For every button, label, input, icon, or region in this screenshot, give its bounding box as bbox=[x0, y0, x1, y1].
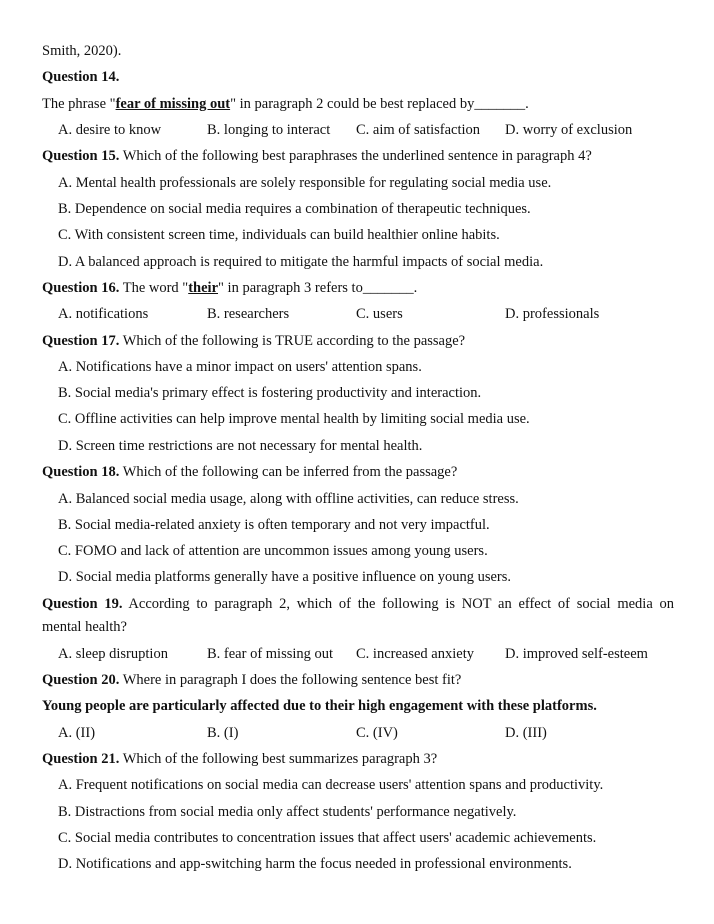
q18-option-d: D. Social media platforms generally have a positive influence on young users. bbox=[58, 569, 511, 585]
q21-option-d: D. Notifications and app-switching harm the focus needed in professional environments. bbox=[58, 856, 572, 872]
q14-option-d: D. worry of exclusion bbox=[505, 122, 633, 138]
q14-stem bbox=[42, 95, 674, 113]
q20-option-c: C. (IV) bbox=[356, 725, 398, 741]
q15-option-d: D. A balanced approach is required to mitigate the harmful impacts of social media. bbox=[58, 254, 544, 270]
q20-option-b: B. (I) bbox=[207, 725, 239, 741]
q15-option-b: B. Dependence on social media requires a combination of therapeutic techniques. bbox=[58, 201, 531, 217]
q14-stem-post: " in paragraph 2 could be best replaced by_______. bbox=[230, 96, 529, 112]
q21-title: Question 21. bbox=[42, 751, 120, 767]
q17-title: Question 17. bbox=[42, 333, 120, 349]
q20-option-d: D. (III) bbox=[505, 725, 547, 741]
q16-option-d: D. professionals bbox=[505, 306, 600, 322]
q19-option-b: B. fear of missing out bbox=[207, 646, 334, 662]
q15-text: Which of the following best paraphrases the underlined sentence in paragraph 4? bbox=[119, 148, 592, 164]
q17-option-d: D. Screen time restrictions are not necessary for mental health. bbox=[58, 438, 423, 454]
q14-option-b: B. longing to interact bbox=[207, 122, 331, 138]
q18-stem bbox=[42, 463, 674, 481]
q15-title: Question 15. bbox=[42, 148, 120, 164]
q14-stem-pre: The phrase " bbox=[42, 96, 116, 112]
q18-title: Question 18. bbox=[42, 464, 120, 480]
q18-option-c: C. FOMO and lack of attention are uncommon issues among young users. bbox=[58, 543, 488, 559]
q18-text: Which of the following can be inferred from the passage? bbox=[119, 464, 458, 480]
q19-title: Question 19. bbox=[42, 596, 123, 612]
q14-option-a: A. desire to know bbox=[58, 122, 162, 138]
q20-option-a: A. (II) bbox=[58, 725, 96, 741]
q16-stem bbox=[42, 279, 674, 297]
q17-option-a: A. Notifications have a minor impact on users' attention spans. bbox=[58, 359, 422, 375]
q21-stem bbox=[42, 750, 674, 768]
q19-text-2: mental health? bbox=[42, 619, 127, 635]
q19-option-c: C. increased anxiety bbox=[356, 646, 474, 662]
q20-sentence: Young people are particularly affected due to their high engagement with these platforms. bbox=[42, 698, 597, 714]
q16-option-a: A. notifications bbox=[58, 306, 149, 322]
q16-option-b: B. researchers bbox=[207, 306, 290, 322]
q15-option-a: A. Mental health professionals are solely responsible for regulating social media use. bbox=[58, 175, 552, 191]
q17-option-b: B. Social media's primary effect is fostering productivity and interaction. bbox=[58, 385, 482, 401]
q17-stem bbox=[42, 332, 674, 350]
q21-text: Which of the following best summarizes paragraph 3? bbox=[119, 751, 438, 767]
q14-option-c: C. aim of satisfaction bbox=[356, 122, 481, 138]
q16-title: Question 16. bbox=[42, 280, 120, 296]
q16-option-c: C. users bbox=[356, 306, 403, 322]
q19-option-a: A. sleep disruption bbox=[58, 646, 168, 662]
q19-option-d: D. improved self-esteem bbox=[505, 646, 648, 662]
q19-stem-line1 bbox=[42, 595, 674, 613]
q21-option-b: B. Distractions from social media only affect students' performance negatively. bbox=[58, 804, 517, 820]
q20-text: Where in paragraph I does the following sentence best fit? bbox=[119, 672, 462, 688]
q14-title: Question 14. bbox=[42, 69, 120, 85]
q14-phrase: fear of missing out bbox=[115, 96, 231, 112]
citation-fragment: Smith, 2020). bbox=[42, 43, 122, 59]
q17-text: Which of the following is TRUE according to the passage? bbox=[119, 333, 466, 349]
q21-option-c: C. Social media contributes to concentration issues that affect users' academic achievements. bbox=[58, 830, 597, 846]
q16-stem-post: " in paragraph 3 refers to_______. bbox=[218, 280, 418, 296]
q21-option-a: A. Frequent notifications on social media can decrease users' attention spans and productivity. bbox=[58, 777, 604, 793]
q16-stem-pre: The word " bbox=[119, 280, 189, 296]
q19-text-1: According to paragraph 2, which of the following is NOT an effect of social media on bbox=[122, 596, 674, 612]
q15-stem bbox=[42, 147, 674, 165]
q20-stem bbox=[42, 671, 674, 689]
q18-option-a: A. Balanced social media usage, along with offline activities, can reduce stress. bbox=[58, 491, 519, 507]
q16-word: their bbox=[188, 280, 219, 296]
q18-option-b: B. Social media-related anxiety is often temporary and not very impactful. bbox=[58, 517, 490, 533]
q20-title: Question 20. bbox=[42, 672, 120, 688]
q15-option-c: C. With consistent screen time, individuals can build healthier online habits. bbox=[58, 227, 500, 243]
q17-option-c: C. Offline activities can help improve mental health by limiting social media use. bbox=[58, 411, 530, 427]
